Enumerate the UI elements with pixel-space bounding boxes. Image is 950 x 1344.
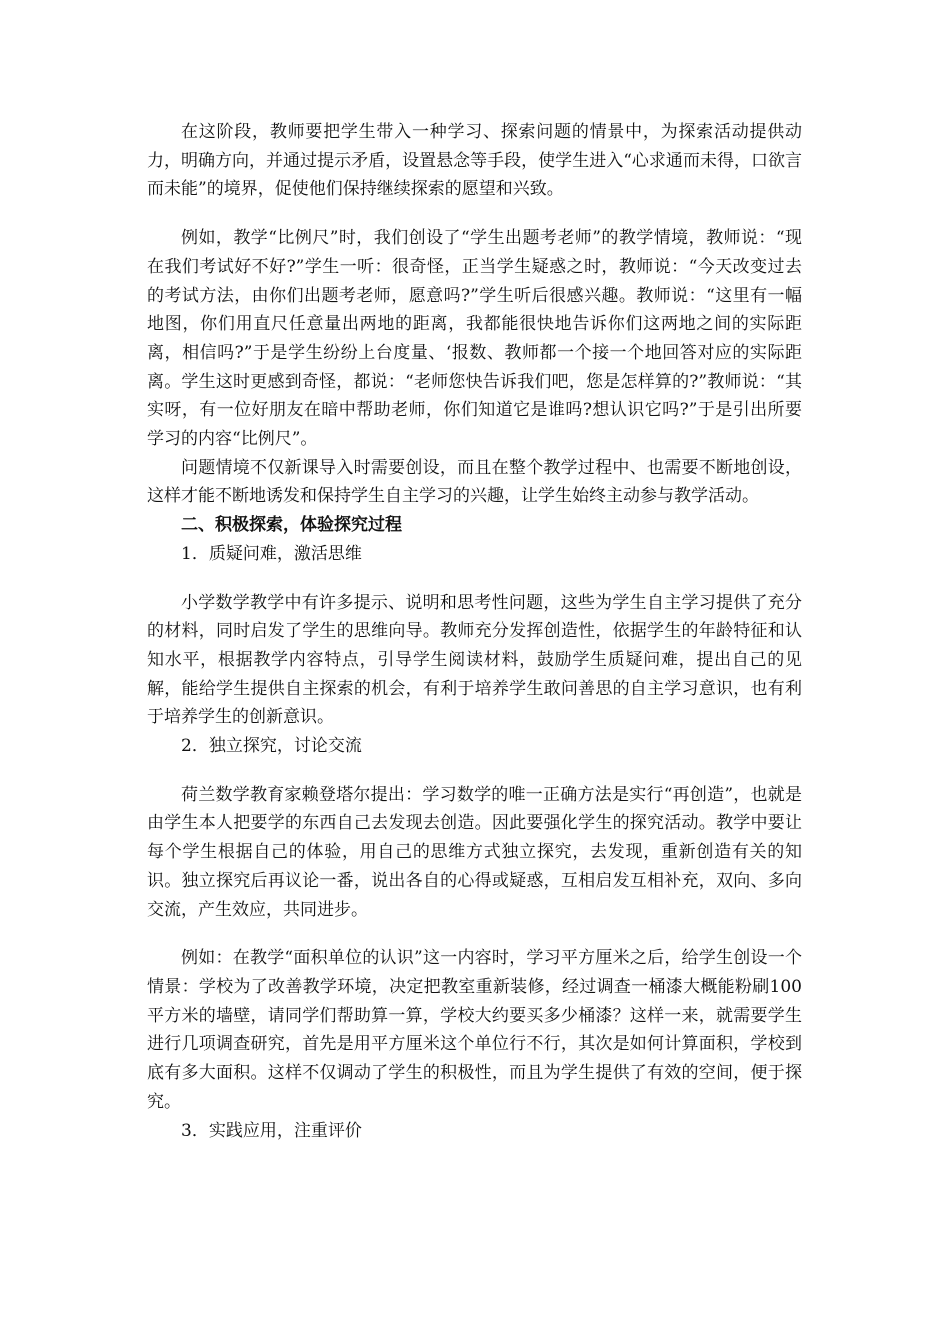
subheading-3: 3．实践应用，注重评价 [181, 1120, 362, 1141]
paragraph-independent-inquiry: 荷兰数学教育家赖登塔尔提出：学习数学的唯一正确方法是实行“再创造”，也就是由学生本人把要学的东西自己去发现去创造。因此要强化学生的探究活动。教学中要让每个学生根据自己的体验，用自己的思维方式独立探究，去发现，重新创造有关的知识。独立探究后再议论一番，说出各自的心得或疑惑，互相启发互相补充，双向、多向交流，产生效应，共同进步。 [147, 784, 802, 920]
section-heading: 二、积极探索，体验探究过程 [181, 515, 402, 536]
paragraph-example-scale: 例如，教学“比例尺”时，我们创设了“学生出题考老师”的教学情境，教师说：“现在我们考试好不好?”学生一听：很奇怪，正当学生疑惑之时，教师说：“今天改变过去的考试方法，由你们出题考老师，愿意吗?”学生听后很感兴趣。教师说：“这里有一幅地图，你们用直尺任意量出两地的距离，我都能很快地告诉你们这两地之间的实际距离，相信吗?”于是学生纷纷上台度量、‘报数、教师都一个接一个地回答对应的实际距离。学生这时更感到奇怪，都说：“老师您快告诉我们吧，您是怎样算的?”教师说：“其实呀，有一位好朋友在暗中帮助老师，你们知道它是谁吗?想认识它吗?”于是引出所要学习的内容“比例尺”。 [147, 228, 802, 450]
subheading-1: 1．质疑问难，激活思维 [181, 543, 362, 564]
subheading-2: 2．独立探究，讨论交流 [181, 736, 362, 757]
text-column [147, 118, 802, 1145]
paragraph-intro: 在这阶段，教师要把学生带入一种学习、探索问题的情景中，为探索活动提供动力，明确方向，并通过提示矛盾，设置悬念等手段，使学生进入“心求通而未得，口欲言而未能”的境界，促使他们保持继续探索的愿望和兴致。 [147, 122, 802, 200]
paragraph-example-area: 例如：在教学“面积单位的认识”这一内容时，学习平方厘米之后，给学生创设一个情景：学校为了改善教学环境，决定把教室重新装修，经过调查一桶漆大概能粉刷100平方米的墙壁，请同学们帮助算一算，学校大约要买多少桶漆？这样一来，就需要学生进行几项调查研究，首先是用平方厘米这个单位行不行，其次是如何计算面积，学校到底有多大面积。这样不仅调动了学生的积极性，而且为学生提供了有效的空间，便于探究。 [147, 948, 802, 1112]
paragraph-problem-situation: 问题情境不仅新课导入时需要创设，而且在整个教学过程中、也需要不断地创设，这样才能不断地诱发和保持学生自主学习的兴趣，让学生始终主动参与教学活动。 [147, 457, 802, 507]
paragraph-question: 小学数学教学中有许多提示、说明和思考性问题，这些为学生自主学习提供了充分的材料，同时启发了学生的思维向导。教师充分发挥创造性，依据学生的年龄特征和认知水平，根据教学内容特点，引导学生阅读材料，鼓励学生质疑问难，提出自己的见解，能给学生提供自主探索的机会，有利于培养学生敢问善思的自主学习意识，也有利于培养学生的创新意识。 [147, 592, 802, 728]
